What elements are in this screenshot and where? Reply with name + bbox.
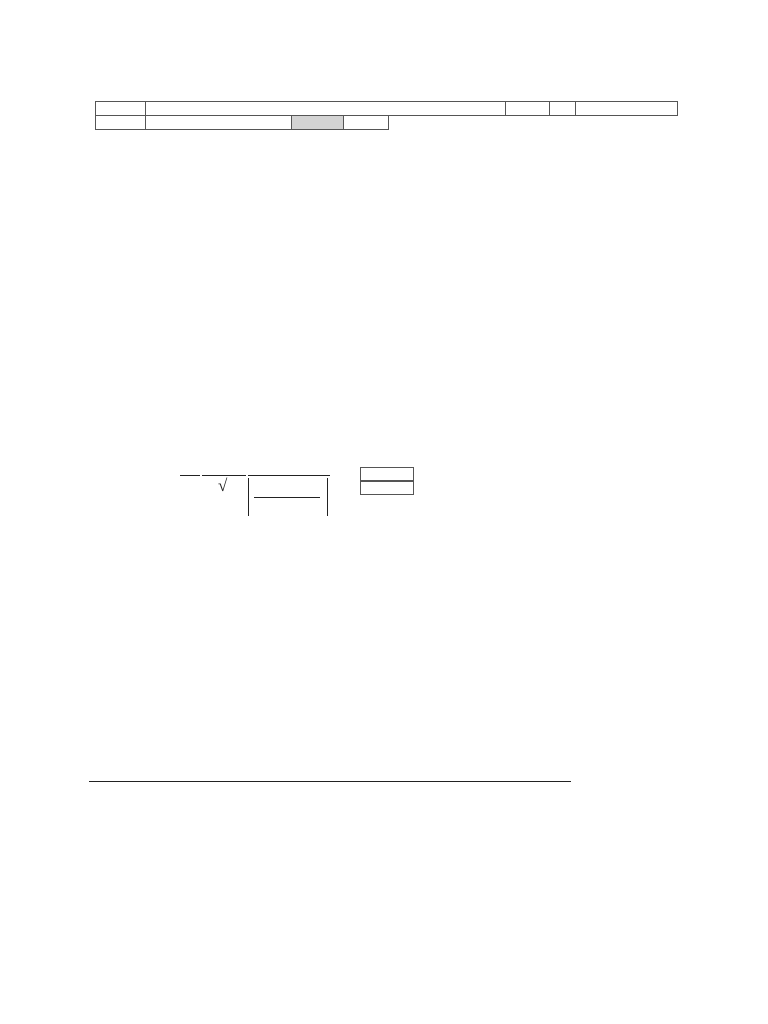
input-unit [344, 115, 389, 129]
result-diameters-value [360, 467, 414, 481]
sheet-row [96, 115, 678, 129]
running-header [626, 60, 634, 74]
sheet-title [146, 102, 506, 116]
problem-7-2 [89, 892, 389, 907]
problem-7-4 [399, 892, 699, 907]
problem-7-1 [89, 853, 387, 868]
solution-rule [89, 781, 571, 782]
input-label [146, 115, 292, 129]
development-length-formula: √ [148, 452, 358, 518]
problem-7-3 [399, 853, 699, 868]
spreadsheet-printout [95, 101, 678, 130]
input-value [292, 115, 344, 129]
result-length-value [360, 481, 414, 495]
